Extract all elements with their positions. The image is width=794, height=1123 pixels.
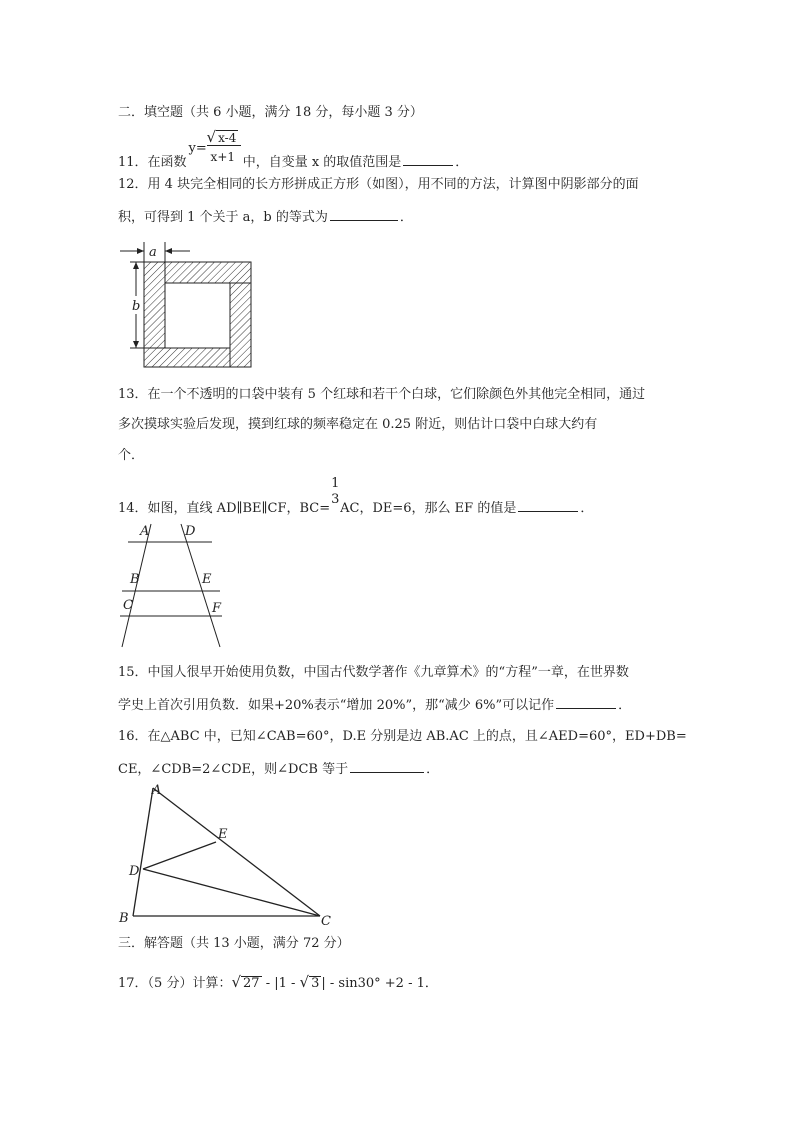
q14-label-A: A	[140, 524, 150, 539]
q12-label-b: b	[132, 299, 141, 314]
q12-figure	[118, 238, 258, 370]
q14-answer-blank[interactable]	[518, 498, 578, 512]
q14-text-b: AC，DE=6，那么 EF 的值是	[340, 501, 517, 516]
q11-denominator: x+1	[210, 150, 236, 164]
q11-formula	[187, 128, 239, 166]
q16-label-C: C	[321, 914, 331, 929]
q14-label-C: C	[123, 598, 133, 613]
q12-a-arrowhead-left	[137, 248, 144, 254]
q12-inner-square	[165, 283, 230, 348]
q12-line-1: 12．用 4 块完全相同的长方形拼成正方形（如图），用不同的方法，计算图中阴影部分的面	[118, 177, 639, 192]
q16-label-E: E	[218, 827, 228, 842]
q17-mid-2: | - sin30° +2 - 1．	[321, 976, 438, 991]
q16-label-B: B	[119, 911, 129, 926]
q12-b-arrowhead-bottom	[133, 341, 139, 348]
q11-numerator: √ x-4	[206, 128, 237, 146]
q16-side-ac	[153, 788, 320, 916]
q11-rest: 中，自变量 x 的取值范围是	[242, 155, 402, 170]
q12-rect-top	[165, 262, 251, 283]
q16-segment-de	[143, 842, 216, 869]
q11-y: y=	[188, 141, 207, 156]
q12-rect-bottom	[144, 348, 230, 367]
q15-answer-blank[interactable]	[556, 695, 616, 709]
q12-rect-right	[230, 283, 251, 367]
q14-label-F: F	[212, 601, 222, 616]
q14-label-D: D	[185, 524, 196, 539]
q14-text-a: 14．如图，直线 AD∥BE∥CF，BC=	[118, 501, 331, 516]
q16-line-2-text: CE，∠CDB=2∠CDE，则∠DCB 等于	[118, 762, 349, 777]
q16-answer-blank[interactable]	[350, 759, 424, 773]
q13-line-3: 个．	[118, 448, 145, 463]
q14-figure	[118, 520, 228, 650]
question-11	[118, 128, 469, 172]
q16-segment-dc	[143, 869, 320, 916]
q12-end: ．	[399, 210, 413, 225]
q14-frac-num: 1	[331, 476, 340, 491]
q16-label-D: D	[129, 864, 140, 879]
question-17	[118, 973, 438, 993]
q11-number: 11．在函数	[118, 155, 187, 170]
q15-line-2-text: 学史上首次引用负数．如果+20%表示“增加 20%”，那“减少 6%”可以记作	[118, 698, 555, 713]
q12-a-arrowhead-right	[165, 248, 172, 254]
q17-sqrt-icon-2: √	[299, 973, 310, 991]
q11-end: ．	[455, 155, 469, 170]
q17-mid-1: - |1 -	[261, 976, 300, 991]
q11-numerator-text: x-4	[218, 131, 237, 145]
q11-fraction-bar	[207, 145, 241, 146]
q16-side-ab	[133, 788, 153, 916]
question-14	[118, 476, 594, 518]
q12-line-2-text: 积，可得到 1 个关于 a，b 的等式为	[118, 210, 328, 225]
q13-line-2: 多次摸球实验后发现，摸到红球的频率稳定在 0.25 附近，则估计口袋中白球大约有	[118, 417, 598, 432]
q15-line-2	[118, 695, 631, 715]
q17-sqrt-icon-1: √	[231, 973, 242, 991]
q13-line-1: 13．在一个不透明的口袋中装有 5 个红球和若干个白球，它们除颜色外其他完全相同，通过	[118, 387, 646, 402]
section-2-heading: 二．填空题（共 6 小题，满分 18 分，每小题 3 分）	[118, 105, 423, 120]
q14-fraction	[330, 476, 340, 512]
q14-end: ．	[580, 501, 594, 516]
q14-label-E: E	[202, 572, 212, 587]
q16-figure	[115, 780, 340, 930]
q17-radicand-2: 3	[311, 976, 320, 991]
q14-frac-den: 3	[331, 492, 340, 507]
q12-line-2	[118, 207, 413, 227]
q12-label-a: a	[149, 245, 157, 260]
q17-prefix: 17．（5 分）计算：	[118, 976, 232, 991]
section-3-heading: 三．解答题（共 13 小题，满分 72 分）	[118, 936, 350, 951]
q12-answer-blank[interactable]	[330, 207, 398, 221]
q12-b-arrowhead-top	[133, 262, 139, 269]
q11-answer-blank[interactable]	[403, 152, 453, 166]
q17-radicand-1: 27	[243, 976, 260, 991]
q16-end: ．	[426, 762, 440, 777]
q14-label-B: B	[130, 572, 140, 587]
q16-label-A: A	[152, 783, 162, 798]
q15-line-1: 15．中国人很早开始使用负数，中国古代数学著作《九章算术》的“方程”一章，在世界数	[118, 665, 629, 680]
q16-line-1: 16．在△ABC 中，已知∠CAB=60°，D.E 分别是边 AB.AC 上的点，且∠AED=60°，ED+DB=	[118, 729, 687, 744]
q12-rect-left	[144, 262, 165, 348]
q15-end: ．	[618, 698, 632, 713]
q16-line-2	[118, 759, 439, 779]
